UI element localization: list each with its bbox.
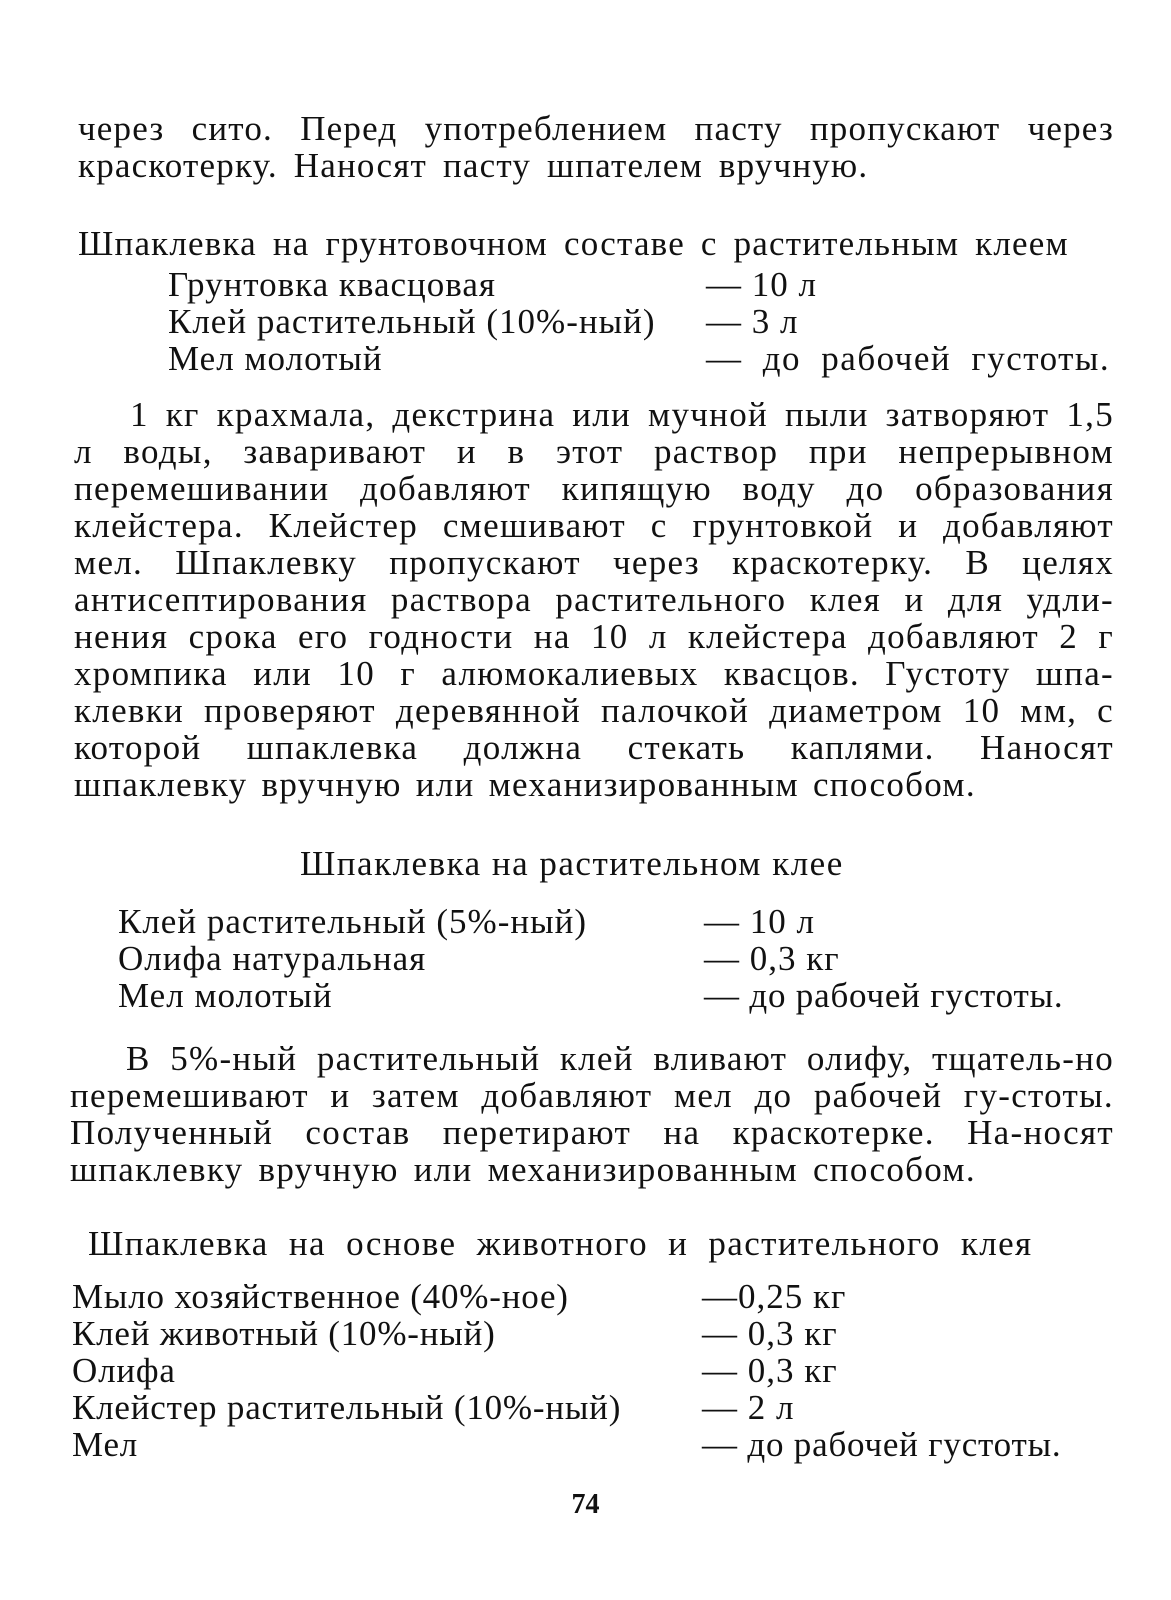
section-1-title: Шпаклевка на грунтовочном составе с растительным клеем	[78, 224, 1069, 263]
section-2-recipe	[118, 903, 1064, 1014]
ingredient-name: Мел	[72, 1425, 139, 1464]
ingredient-amount: —0,25 кг	[702, 1277, 847, 1316]
recipe-row	[72, 1278, 1062, 1315]
section-1-paragraph: 1 кг крахмала, декстрина или мучной пыли затворяют 1,5 л воды, заваривают и в этот раствор при непрерывном перемешивании добавляют кипящую воду до образования клейстера. Клейстер смешивают с грунтовкой и добавляют мел. Шпаклевку пропускают через краскотерку. В целях антисептирования раствора растительного клея и для удли-нения срока его годности на 10 л клейстера добавляют 2 г хромпика или 10 г алюмокалиевых квасцов. Густоту шпа-клевки проверяют деревянной палочкой диаметром 10 мм, с которой шпаклевка должна стекать каплями. Наносят шпаклевку вручную или механизированным способом.	[74, 395, 1114, 804]
ingredient-name: Мыло хозяйственное (40%-ное)	[72, 1277, 569, 1316]
ingredient-amount: — 2 л	[702, 1388, 795, 1427]
ingredient-name: Клей животный (10%-ный)	[72, 1314, 496, 1353]
recipe-row	[118, 977, 1064, 1014]
ingredient-amount: — 0,3 кг	[702, 1314, 838, 1353]
ingredient-name: Клейстер растительный (10%-ный)	[72, 1388, 622, 1427]
ingredient-name: Мел молотый	[118, 976, 333, 1015]
recipe-row	[168, 303, 1110, 340]
ingredient-amount: — 10 л	[706, 265, 817, 304]
recipe-row	[72, 1426, 1062, 1463]
recipe-row	[168, 340, 1110, 377]
ingredient-name: Клей растительный (5%-ный)	[118, 902, 588, 941]
ingredient-amount: — 0,3 кг	[702, 1351, 838, 1390]
section-3-title: Шпаклевка на основе животного и растительного клея	[88, 1224, 1033, 1263]
ingredient-amount: — 3 л	[706, 302, 799, 341]
recipe-row	[118, 940, 1064, 977]
intro-paragraph	[78, 110, 1114, 184]
intro-line-1: через сито. Перед употреблением пасту пропускают через	[78, 109, 1114, 148]
intro-line-2: краскотерку. Наносят пасту шпателем вручную.	[78, 146, 869, 185]
ingredient-amount: — до рабочей густоты.	[706, 339, 1111, 378]
section-3-recipe	[72, 1278, 1062, 1463]
ingredient-amount: — 0,3 кг	[704, 939, 840, 978]
section-2-title: Шпаклевка на растительном клее	[300, 844, 844, 883]
recipe-row	[72, 1315, 1062, 1352]
ingredient-amount: — 10 л	[704, 902, 815, 941]
ingredient-name: Олифа	[72, 1351, 176, 1390]
recipe-row	[72, 1389, 1062, 1426]
ingredient-name: Мел молотый	[168, 339, 383, 378]
ingredient-amount: — до рабочей густоты.	[704, 976, 1064, 1015]
recipe-row	[72, 1352, 1062, 1389]
section-1-recipe	[168, 266, 1110, 377]
ingredient-name: Клей растительный (10%-ный)	[168, 302, 656, 341]
recipe-row	[118, 903, 1064, 940]
section-2-paragraph: В 5%-ный растительный клей вливают олифу, тщатель-но перемешивают и затем добавляют мел до рабочей гу-стоты. Полученный состав перетирают на краскотерке. На-носят шпаклевку вручную или механизированным способом.	[70, 1039, 1114, 1189]
page-number: 74	[571, 1489, 600, 1520]
ingredient-amount: — до рабочей густоты.	[702, 1425, 1062, 1464]
ingredient-name: Грунтовка квасцовая	[168, 265, 496, 304]
recipe-row	[168, 266, 1110, 303]
ingredient-name: Олифа натуральная	[118, 939, 427, 978]
